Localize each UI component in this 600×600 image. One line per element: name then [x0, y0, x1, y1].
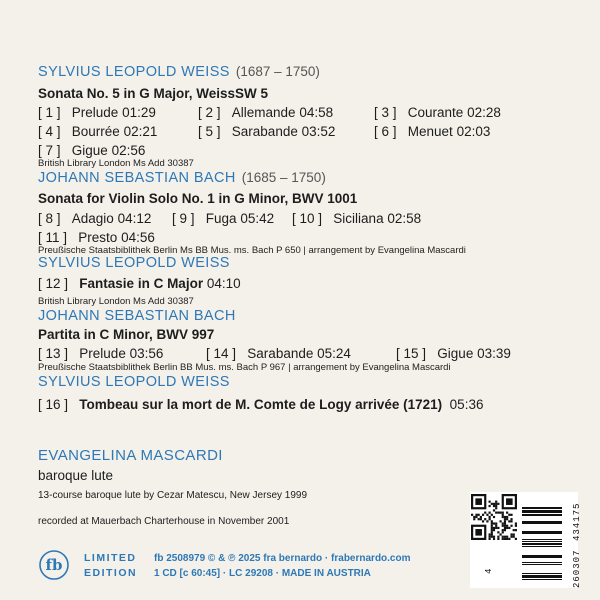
- composer-heading: [38, 255, 230, 271]
- barcode-left-digits: 260307: [572, 549, 582, 588]
- track-item: [ 15 ] Gigue 03:39: [396, 346, 511, 361]
- catalog-line-1: fb 2508979 © & ℗ 2025 fra bernardo · frabernardo.com: [154, 553, 411, 564]
- limited-line: LIMITED: [84, 552, 137, 564]
- performer-instrument: baroque lute: [38, 468, 114, 483]
- track-item: [ 11 ] Presto 04:56: [38, 230, 155, 245]
- work-title: Sonata for Violin Solo No. 1 in G Minor, BWV 1001: [38, 191, 358, 206]
- track-item: [ 5 ] Sarabande 03:52: [198, 124, 336, 139]
- composer-heading: [38, 308, 236, 324]
- work-title: Partita in C Minor, BWV 997: [38, 327, 215, 342]
- track-item: [ 12 ] Fantasie in C Major 04:10: [38, 276, 241, 291]
- catalog-line-2: 1 CD [c 60:45] · LC 29208 · MADE IN AUSTRIA: [154, 568, 371, 579]
- limited-edition-mark: [84, 551, 137, 581]
- composer-dates: (1687 – 1750): [235, 64, 320, 79]
- composer-name: SYLVIUS LEOPOLD WEISS: [38, 64, 230, 80]
- fra-bernardo-logo: [38, 549, 78, 581]
- composer-heading: [38, 170, 326, 186]
- track-item: [ 13 ] Prelude 03:56: [38, 346, 164, 361]
- track-item: [ 6 ] Menuet 02:03: [374, 124, 491, 139]
- source-note: Preußische Staatsbiblithek Berlin BB Mus. ms. Bach P 967 | arrangement by Evangelina Mascardi: [38, 362, 451, 373]
- track-item: [ 3 ] Courante 02:28: [374, 105, 501, 120]
- qr-code-icon: [471, 494, 517, 540]
- track-item: [ 10 ] Siciliana 02:58: [292, 211, 422, 226]
- track-item: [ 9 ] Fuga 05:42: [172, 211, 275, 226]
- composer-name: JOHANN SEBASTIAN BACH: [38, 308, 236, 324]
- composer-name: SYLVIUS LEOPOLD WEISS: [38, 374, 230, 390]
- composer-name: SYLVIUS LEOPOLD WEISS: [38, 255, 230, 271]
- fb-logo-icon: [38, 549, 78, 581]
- source-note: British Library London Ms Add 30387: [38, 158, 194, 169]
- performer-name: EVANGELINA MASCARDI: [38, 447, 223, 464]
- composer-heading: [38, 64, 320, 80]
- track-item: [ 14 ] Sarabande 05:24: [206, 346, 351, 361]
- recording-note: recorded at Mauerbach Charterhouse in November 2001: [38, 516, 290, 527]
- barcode-area: [470, 492, 578, 588]
- source-note: Preußische Staatsbiblithek Berlin Ms BB Mus. ms. Bach P 650 | arrangement by Evangelina Mascardi: [38, 245, 466, 256]
- track-item: [ 7 ] Gigue 02:56: [38, 143, 146, 158]
- svg-text:fb: fb: [45, 556, 63, 574]
- track-item: [ 8 ] Adagio 04:12: [38, 211, 152, 226]
- track-item: [ 2 ] Allemande 04:58: [198, 105, 334, 120]
- work-title: Sonata No. 5 in G Major, WeissSW 5: [38, 86, 269, 101]
- composer-heading: [38, 374, 230, 390]
- barcode-first-digit: 4: [484, 568, 494, 574]
- track-item: [ 1 ] Prelude 01:29: [38, 105, 156, 120]
- track-item: [ 16 ] Tombeau sur la mort de M. Comte de Logy arrivée (1721) 05:36: [38, 397, 484, 412]
- instrument-note: 13-course baroque lute by Cezar Matescu, New Jersey 1999: [38, 490, 308, 501]
- source-note: British Library London Ms Add 30387: [38, 296, 194, 307]
- barcode-icon: [522, 494, 574, 580]
- catalog-info: [154, 551, 411, 581]
- barcode-right-digits: 434175: [572, 502, 582, 541]
- edition-line: EDITION: [84, 567, 138, 579]
- track-item: [ 4 ] Bourrée 02:21: [38, 124, 158, 139]
- composer-dates: (1685 – 1750): [241, 170, 326, 185]
- composer-name: JOHANN SEBASTIAN BACH: [38, 170, 236, 186]
